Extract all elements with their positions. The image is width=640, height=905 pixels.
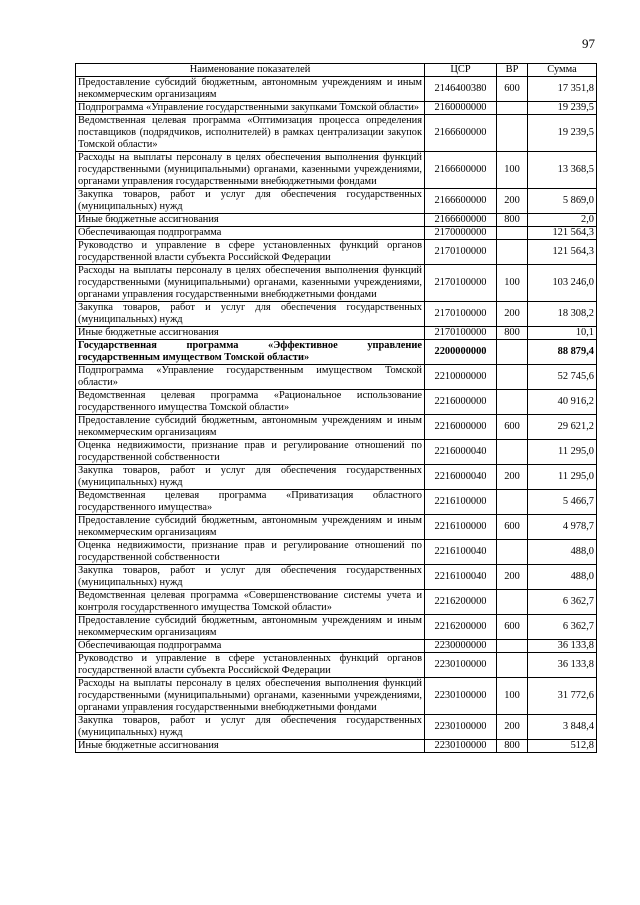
cell-sum: 3 848,4 — [528, 715, 597, 740]
table-row — [76, 340, 597, 365]
cell-name: Обеспечивающая подпрограмма — [76, 227, 425, 240]
header-name: Наименование показателей — [76, 64, 425, 77]
cell-name: Закупка товаров, работ и услуг для обеспечения государственных (муниципальных) нужд — [76, 302, 425, 327]
table-row — [76, 265, 597, 302]
cell-vr: 800 — [497, 740, 528, 753]
cell-sum: 512,8 — [528, 740, 597, 753]
cell-code: 2216000040 — [425, 440, 497, 465]
cell-name: Ведомственная целевая программа «Совершенствование системы учета и контроля государственного имущества Томской области» — [76, 590, 425, 615]
cell-code: 2170100000 — [425, 302, 497, 327]
cell-vr: 100 — [497, 678, 528, 715]
cell-sum: 5 466,7 — [528, 490, 597, 515]
cell-code: 2230100000 — [425, 715, 497, 740]
cell-vr: 200 — [497, 565, 528, 590]
table-row — [76, 152, 597, 189]
table-row — [76, 590, 597, 615]
page-number: 97 — [582, 36, 595, 51]
cell-sum: 6 362,7 — [528, 590, 597, 615]
table-row — [76, 640, 597, 653]
cell-name: Ведомственная целевая программа «Оптимизация процесса определения поставщиков (подрядчиков, исполнителей) в рамках централизации закупок Томской области» — [76, 115, 425, 152]
cell-vr: 800 — [497, 327, 528, 340]
cell-code: 2230100000 — [425, 678, 497, 715]
budget-table — [75, 63, 597, 753]
cell-code: 2230100000 — [425, 653, 497, 678]
cell-name: Предоставление субсидий бюджетным, автономным учреждениям и иным некоммерческим организациям — [76, 515, 425, 540]
cell-name: Закупка товаров, работ и услуг для обеспечения государственных (муниципальных) нужд — [76, 715, 425, 740]
cell-vr: 100 — [497, 152, 528, 189]
cell-vr — [497, 440, 528, 465]
cell-vr — [497, 640, 528, 653]
cell-code: 2200000000 — [425, 340, 497, 365]
cell-vr — [497, 540, 528, 565]
cell-vr: 800 — [497, 214, 528, 227]
cell-name: Закупка товаров, работ и услуг для обеспечения государственных (муниципальных) нужд — [76, 565, 425, 590]
cell-vr: 200 — [497, 715, 528, 740]
cell-sum: 19 239,5 — [528, 102, 597, 115]
cell-vr: 200 — [497, 189, 528, 214]
cell-sum: 5 869,0 — [528, 189, 597, 214]
cell-name: Закупка товаров, работ и услуг для обеспечения государственных (муниципальных) нужд — [76, 465, 425, 490]
cell-vr: 600 — [497, 515, 528, 540]
header-code: ЦСР — [425, 64, 497, 77]
cell-vr — [497, 653, 528, 678]
table-row — [76, 240, 597, 265]
cell-code: 2170100000 — [425, 327, 497, 340]
cell-code: 2216100000 — [425, 515, 497, 540]
cell-sum: 103 246,0 — [528, 265, 597, 302]
cell-name: Расходы на выплаты персоналу в целях обеспечения выполнения функций государственными (муниципальными) органами, казенными учреждениями, органами управления государственными внебюджетными фондами — [76, 265, 425, 302]
table-row — [76, 678, 597, 715]
table-row — [76, 440, 597, 465]
table-row — [76, 365, 597, 390]
cell-vr: 600 — [497, 77, 528, 102]
cell-vr — [497, 390, 528, 415]
table-row — [76, 102, 597, 115]
cell-code: 2170100000 — [425, 240, 497, 265]
cell-sum: 11 295,0 — [528, 440, 597, 465]
cell-code: 2216100000 — [425, 490, 497, 515]
cell-vr: 600 — [497, 615, 528, 640]
cell-sum: 18 308,2 — [528, 302, 597, 327]
table-row — [76, 653, 597, 678]
table-row — [76, 227, 597, 240]
cell-name: Руководство и управление в сфере установленных функций органов государственной власти субъекта Российской Федерации — [76, 653, 425, 678]
cell-code: 2230000000 — [425, 640, 497, 653]
cell-vr — [497, 590, 528, 615]
cell-sum: 13 368,5 — [528, 152, 597, 189]
cell-vr — [497, 240, 528, 265]
cell-code: 2216100040 — [425, 565, 497, 590]
cell-name: Оценка недвижимости, признание прав и регулирование отношений по государственной собственности — [76, 540, 425, 565]
cell-code: 2210000000 — [425, 365, 497, 390]
table-row — [76, 540, 597, 565]
cell-name: Ведомственная целевая программа «Рациональное использование государственного имущества Томской области» — [76, 390, 425, 415]
cell-code: 2166600000 — [425, 152, 497, 189]
cell-vr — [497, 490, 528, 515]
table-row — [76, 115, 597, 152]
cell-vr: 200 — [497, 302, 528, 327]
cell-name: Иные бюджетные ассигнования — [76, 214, 425, 227]
cell-vr — [497, 227, 528, 240]
table-row — [76, 615, 597, 640]
cell-sum: 488,0 — [528, 540, 597, 565]
cell-vr — [497, 340, 528, 365]
cell-sum: 40 916,2 — [528, 390, 597, 415]
cell-sum: 31 772,6 — [528, 678, 597, 715]
cell-name: Подпрограмма «Управление государственными закупками Томской области» — [76, 102, 425, 115]
cell-code: 2170100000 — [425, 265, 497, 302]
cell-vr — [497, 115, 528, 152]
cell-name: Расходы на выплаты персоналу в целях обеспечения выполнения функций государственными (муниципальными) органами, казенными учреждениями, органами управления государственными внебюджетными фондами — [76, 152, 425, 189]
cell-code: 2166600000 — [425, 189, 497, 214]
cell-name: Ведомственная целевая программа «Приватизация областного государственного имущества» — [76, 490, 425, 515]
cell-name: Расходы на выплаты персоналу в целях обеспечения выполнения функций государственными (муниципальными) органами, казенными учреждениями, органами управления государственными внебюджетными фондами — [76, 678, 425, 715]
cell-code: 2160000000 — [425, 102, 497, 115]
cell-sum: 29 621,2 — [528, 415, 597, 440]
cell-vr — [497, 365, 528, 390]
table-row — [76, 302, 597, 327]
cell-vr: 200 — [497, 465, 528, 490]
cell-name: Предоставление субсидий бюджетным, автономным учреждениям и иным некоммерческим организациям — [76, 415, 425, 440]
cell-sum: 2,0 — [528, 214, 597, 227]
cell-code: 2166600000 — [425, 115, 497, 152]
cell-sum: 17 351,8 — [528, 77, 597, 102]
cell-sum: 4 978,7 — [528, 515, 597, 540]
table-row — [76, 214, 597, 227]
table-row — [76, 565, 597, 590]
cell-name: Оценка недвижимости, признание прав и регулирование отношений по государственной собственности — [76, 440, 425, 465]
cell-code: 2170000000 — [425, 227, 497, 240]
cell-code: 2216200000 — [425, 615, 497, 640]
cell-name: Закупка товаров, работ и услуг для обеспечения государственных (муниципальных) нужд — [76, 189, 425, 214]
cell-sum: 10,1 — [528, 327, 597, 340]
cell-code: 2230100000 — [425, 740, 497, 753]
cell-name: Обеспечивающая подпрограмма — [76, 640, 425, 653]
table-body — [76, 77, 597, 753]
cell-code: 2146400380 — [425, 77, 497, 102]
cell-code: 2216100040 — [425, 540, 497, 565]
cell-name: Подпрограмма «Управление государственным имуществом Томской области» — [76, 365, 425, 390]
cell-name: Иные бюджетные ассигнования — [76, 740, 425, 753]
cell-vr — [497, 102, 528, 115]
cell-sum: 19 239,5 — [528, 115, 597, 152]
cell-code: 2166600000 — [425, 214, 497, 227]
cell-name: Государственная программа «Эффективное управление государственным имуществом Томской области» — [76, 340, 425, 365]
cell-sum: 488,0 — [528, 565, 597, 590]
cell-vr: 600 — [497, 415, 528, 440]
header-sum: Сумма — [528, 64, 597, 77]
cell-vr: 100 — [497, 265, 528, 302]
table-row — [76, 390, 597, 415]
cell-sum: 121 564,3 — [528, 227, 597, 240]
table-row — [76, 189, 597, 214]
cell-sum: 88 879,4 — [528, 340, 597, 365]
table-row — [76, 715, 597, 740]
table-row — [76, 740, 597, 753]
cell-code: 2216200000 — [425, 590, 497, 615]
cell-sum: 121 564,3 — [528, 240, 597, 265]
cell-sum: 52 745,6 — [528, 365, 597, 390]
cell-sum: 6 362,7 — [528, 615, 597, 640]
table-row — [76, 465, 597, 490]
table-row — [76, 77, 597, 102]
cell-sum: 11 295,0 — [528, 465, 597, 490]
cell-code: 2216000040 — [425, 465, 497, 490]
cell-sum: 36 133,8 — [528, 653, 597, 678]
cell-name: Иные бюджетные ассигнования — [76, 327, 425, 340]
cell-name: Предоставление субсидий бюджетным, автономным учреждениям и иным некоммерческим организациям — [76, 77, 425, 102]
cell-code: 2216000000 — [425, 390, 497, 415]
cell-name: Предоставление субсидий бюджетным, автономным учреждениям и иным некоммерческим организациям — [76, 615, 425, 640]
table-row — [76, 515, 597, 540]
table-row — [76, 327, 597, 340]
cell-code: 2216000000 — [425, 415, 497, 440]
cell-name: Руководство и управление в сфере установленных функций органов государственной власти субъекта Российской Федерации — [76, 240, 425, 265]
header-vr: ВР — [497, 64, 528, 77]
table-header-row — [76, 64, 597, 77]
table-row — [76, 490, 597, 515]
table-row — [76, 415, 597, 440]
cell-sum: 36 133,8 — [528, 640, 597, 653]
